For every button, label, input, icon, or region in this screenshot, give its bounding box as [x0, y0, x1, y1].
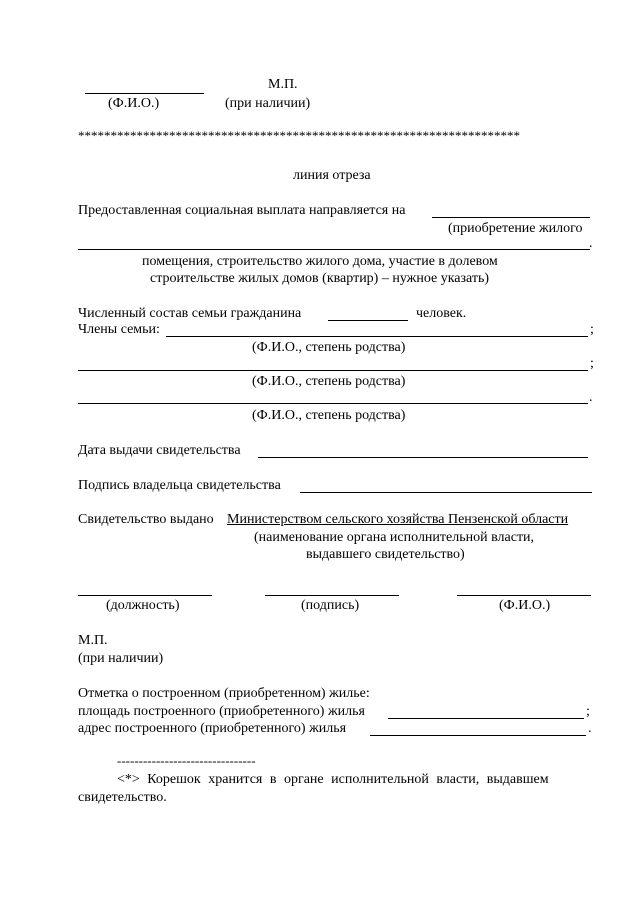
stamp-mp: М.П.: [78, 633, 108, 648]
payment-field[interactable]: [432, 217, 590, 218]
housing-semicolon: ;: [586, 704, 590, 719]
housing-heading: Отметка о построенном (приобретенном) жилье:: [78, 686, 370, 701]
cut-stars: ********************************************************************: [78, 128, 520, 143]
family-size-text: Численный состав семьи гражданина: [78, 306, 302, 321]
family-size-field[interactable]: [328, 320, 408, 321]
housing-address-field[interactable]: [370, 735, 586, 736]
family-period: .: [589, 390, 593, 405]
issued-by-label: Свидетельство выдано: [78, 512, 214, 527]
housing-area-label: площадь построенного (приобретенного) жилья: [78, 704, 365, 719]
issued-by-hint-1: (наименование органа исполнительной власти,: [254, 530, 535, 545]
mp-note-top: (при наличии): [225, 96, 311, 111]
housing-address-label: адрес построенного (приобретенного) жилья: [78, 721, 347, 736]
footnote-text-1: <*> Корешок хранится в органе исполнительной власти, выдавшем: [117, 772, 549, 787]
mp-label-top: М.П.: [268, 77, 298, 92]
issue-date-label: Дата выдачи свидетельства: [78, 443, 241, 458]
footnote-separator: --------------------------------: [117, 753, 256, 768]
fio-field[interactable]: [457, 595, 591, 596]
position-label: (должность): [106, 598, 180, 613]
family-semicolon-2: ;: [590, 356, 594, 371]
stamp-note: (при наличии): [78, 651, 164, 666]
fio-line-top[interactable]: [85, 93, 204, 94]
payment-hint-1: (приобретение жилого: [448, 221, 583, 236]
family-semicolon-1: ;: [590, 322, 594, 337]
housing-area-field[interactable]: [388, 718, 584, 719]
payment-hint-2: помещения, строительство жилого дома, участие в долевом: [142, 254, 498, 269]
payment-text: Предоставленная социальная выплата направляется на: [78, 203, 406, 218]
fio-label: (Ф.И.О.): [499, 598, 551, 613]
cut-line-label: линия отреза: [293, 168, 371, 183]
family-member-field-2[interactable]: [78, 370, 588, 371]
signature-field[interactable]: [265, 595, 399, 596]
payment-hint-3: строительстве жилых домов (квартир) – нужное указать): [150, 271, 490, 286]
signature-label: (подпись): [301, 598, 360, 613]
issue-date-field[interactable]: [258, 457, 588, 458]
family-size-unit: человек.: [416, 306, 467, 321]
payment-period: .: [589, 236, 593, 251]
housing-period: .: [588, 721, 592, 736]
owner-signature-label: Подпись владельца свидетельства: [78, 478, 281, 493]
issued-by-value: Министерством сельского хозяйства Пензенской области: [227, 512, 569, 527]
family-member-hint-2: (Ф.И.О., степень родства): [252, 374, 406, 389]
footnote-text-2: свидетельство.: [78, 790, 167, 805]
family-members-label: Члены семьи:: [78, 322, 160, 337]
owner-signature-field[interactable]: [300, 492, 592, 493]
family-member-hint-3: (Ф.И.О., степень родства): [252, 408, 406, 423]
issued-by-hint-2: выдавшего свидетельство): [306, 547, 465, 562]
family-member-hint-1: (Ф.И.О., степень родства): [252, 340, 406, 355]
payment-field-2[interactable]: [78, 249, 590, 250]
position-field[interactable]: [78, 595, 212, 596]
family-member-field-1[interactable]: [166, 336, 588, 337]
fio-label-top: (Ф.И.О.): [108, 96, 160, 111]
family-member-field-3[interactable]: [78, 403, 588, 404]
